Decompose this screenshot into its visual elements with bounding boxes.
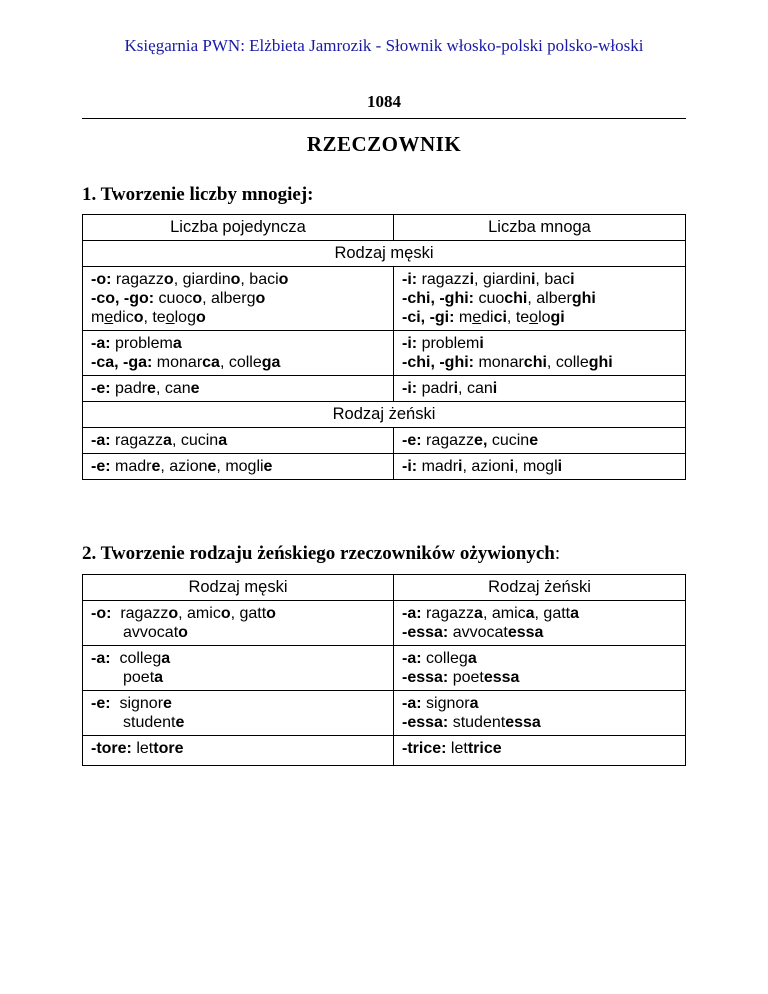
feminine-formation-table	[82, 574, 686, 766]
plural-cell: -e: ragazze, cucine	[394, 428, 686, 454]
table-row	[83, 267, 686, 331]
plural-formation-table	[82, 214, 686, 480]
table-header-row	[83, 575, 686, 601]
masculine-cell: -e: signore studente	[83, 691, 394, 736]
group-label-feminine: Rodzaj żeński	[83, 402, 686, 428]
feminine-cell: -trice: lettrice	[394, 736, 686, 766]
table-row	[83, 428, 686, 454]
section-2-heading: 2. Tworzenie rodzaju żeńskiego rzeczowników ożywionych:	[82, 543, 561, 564]
singular-cell: -e: madre, azione, moglie	[83, 454, 394, 480]
header-divider	[82, 118, 686, 119]
feminine-cell: -a: collega -essa: poetessa	[394, 646, 686, 691]
table-row	[83, 646, 686, 691]
plural-cell: -i: madri, azioni, mogli	[394, 454, 686, 480]
singular-cell: -a: ragazza, cucina	[83, 428, 394, 454]
column-header-feminine: Rodzaj żeński	[394, 575, 686, 601]
column-header-plural: Liczba mnoga	[394, 215, 686, 241]
page-title: RZECZOWNIK	[306, 132, 462, 156]
masculine-cell: -o: ragazzo, amico, gatto avvocato	[83, 601, 394, 646]
table-row	[83, 331, 686, 376]
plural-cell: -i: padri, cani	[394, 376, 686, 402]
table-row	[83, 736, 686, 766]
feminine-cell: -a: signora -essa: studentessa	[394, 691, 686, 736]
singular-cell: -o: ragazzo, giardino, bacio -co, -go: cuoco, albergo medico, teologo	[83, 267, 394, 331]
masculine-cell: -a: collega poeta	[83, 646, 394, 691]
plural-cell: -i: ragazzi, giardini, baci -chi, -ghi: cuochi, alberghi -ci, -gi: medici, teologi	[394, 267, 686, 331]
group-row-masculine	[83, 241, 686, 267]
masculine-cell: -tore: lettore	[83, 736, 394, 766]
singular-cell: -e: padre, cane	[83, 376, 394, 402]
column-header-singular: Liczba pojedyncza	[83, 215, 394, 241]
section-1-heading: 1. Tworzenie liczby mnogiej:	[82, 184, 314, 205]
table-row	[83, 691, 686, 736]
table-row	[83, 376, 686, 402]
plural-cell: -i: problemi -chi, -ghi: monarchi, colleghi	[394, 331, 686, 376]
page-number: 1084	[367, 92, 401, 111]
singular-cell: -a: problema -ca, -ga: monarca, collega	[83, 331, 394, 376]
source-header: Księgarnia PWN: Elżbieta Jamrozik - Słownik włosko-polski polsko-włoski	[124, 36, 644, 55]
group-label-masculine: Rodzaj męski	[83, 241, 686, 267]
feminine-cell: -a: ragazza, amica, gatta -essa: avvocatessa	[394, 601, 686, 646]
table-row	[83, 601, 686, 646]
group-row-feminine	[83, 402, 686, 428]
table-header-row	[83, 215, 686, 241]
table-row	[83, 454, 686, 480]
column-header-masculine: Rodzaj męski	[83, 575, 394, 601]
